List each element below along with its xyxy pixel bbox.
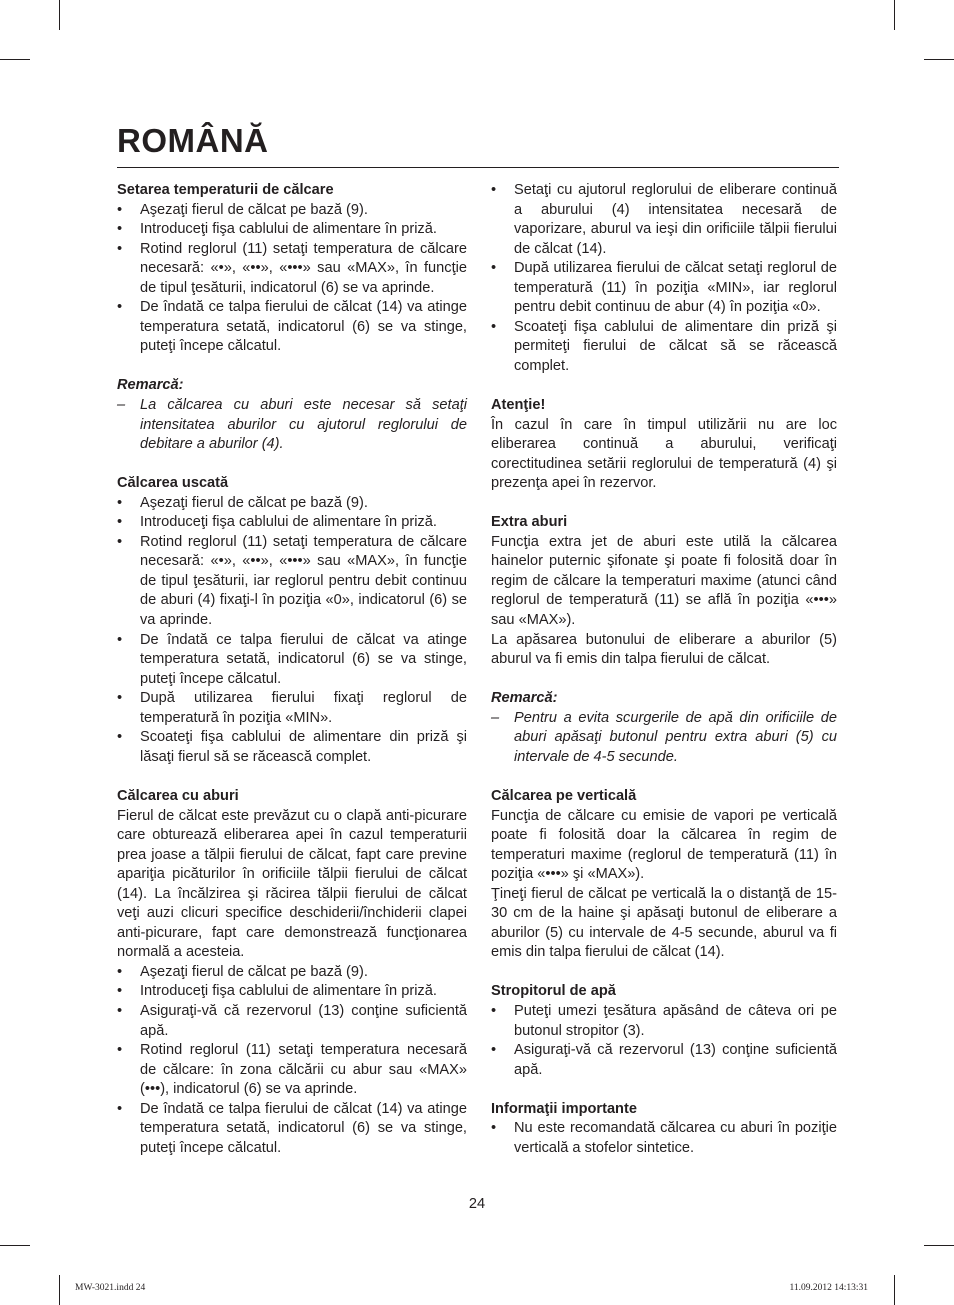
section-heading: Setarea temperaturii de călcare (117, 182, 334, 198)
list-item: • De îndată ce talpa fierului de călcat va atinge temperatura setată, indicatorul (6) se va stinge, puteţi începe călcatul. (117, 631, 467, 690)
list-item: • Rotind reglorul (11) setaţi temperatura de călcare necesară: «•», «••», «•••» sau «MAX», în funcţie de tipul ţesăturii, iar reglorul pentru debit continuu de aburi (4) fixaţi-l în poziţia «0», indicatorul (6) se va aprinde. (117, 533, 467, 631)
page-title: ROMÂNĂ (117, 122, 269, 159)
paragraph: Ţineţi fierul de călcat pe verticală la o distanţă de 15-30 cm de la haine şi apăsaţi butonul de eliberare a aburilor (5) cu intervale de 4-5 secunde, aburul va fi emis din talpa fierului de călcat (14). (491, 885, 837, 961)
list-item: • Setaţi cu ajutorul reglorului de eliberare continuă a aburului (4) intensitatea necesară de vaporizare, aburul va ieşi din orificiile tălpii fierului de călcat (14). (491, 181, 837, 259)
note-heading: Remarcă: (117, 377, 184, 394)
paragraph: Fierul de călcat este prevăzut cu o clapă anti-picurare care obturează eliberarea apei în cazul temperaturii prea joase a tălpii fierului de călcat, fapt care previne apariţia picăturilor în orificiile tălpii fierului de călcat (14). La încălzirea şi răcirea tălpii fierului de călcat veţi auzi clicuri specifice deschiderii/închiderii clapei anti-picurare, fapt care demonstrează funcţionarea normală a acesteia. (117, 807, 467, 961)
section-heading: Călcarea uscată (117, 475, 229, 492)
section-heading: Călcarea pe verticală (491, 787, 637, 804)
footer-file-name: MW-3021.indd 24 (75, 1283, 146, 1293)
list-item: • Introduceţi fişa cablului de alimentare în priză. (117, 513, 467, 533)
page-number: 24 (468, 1196, 486, 1212)
dash-list (117, 396, 467, 455)
list-item: • Aşezaţi fierul de călcat pe bază (9). (117, 201, 467, 221)
list-item: • Aşezaţi fierul de călcat pe bază (9). (117, 963, 467, 983)
list-item: • Introduceţi fişa cablului de alimentare în priză. (117, 982, 467, 1002)
section-calcarea-cu-aburi (117, 787, 467, 1158)
footer-timestamp: 11.09.2012 14:13:31 (789, 1283, 868, 1293)
list-item: • De îndată ce talpa fierului de călcat (14) va atinge temperatura setată, indicatorul (6) se va stinge, puteţi începe călcatul. (117, 1100, 467, 1159)
paragraph: Funcţia extra jet de aburi este utilă la călcarea hainelor puternic şifonate şi poate fi folosită doar în regim de călcare la temperaturi maxime (atunci când reglorul de temperatură (11) se află în poziţia «•••» sau «MAX»). (491, 533, 837, 629)
list-item: • Nu este recomandată călcarea cu aburi în poziţie verticală a stofelor sintetice. (491, 1119, 837, 1158)
list-item: • Scoateţi fişa cablului de alimentare din priză şi lăsaţi fierul să se răcească complet. (117, 728, 467, 767)
title-divider (117, 167, 839, 168)
section-heading: Stropitorul de apă (491, 983, 616, 1000)
section-remarca (117, 376, 467, 454)
list-item: • De îndată ce talpa fierului de călcat (14) va atinge temperatura setată, indicatorul (6) se va stinge, puteţi începe călcatul. (117, 298, 467, 357)
section-calcarea-pe-verticala (491, 787, 837, 963)
paragraph: În cazul în care în timpul utilizării nu are loc eliberarea continuă a aburului, verificaţi corectitudinea setării reglorului de temperatură (4) şi prezenţa apei în rezervor. (491, 416, 837, 492)
list-item: • După utilizarea fierului fixaţi reglorul de temperatură în poziţia «MIN». (117, 689, 467, 728)
list-item: – Pentru a evita scurgerile de apă din orificiile de aburi apăsaţi butonul pentru extra aburi (5) cu intervale de 4-5 secunde. (491, 709, 837, 768)
bullet-list (117, 201, 467, 357)
list-item: • Puteţi umezi ţesătura apăsând de câteva ori pe butonul stropitor (3). (491, 1002, 837, 1041)
right-column (491, 181, 837, 1178)
section-atentie (491, 396, 837, 494)
section-stropitorul (491, 982, 837, 1080)
list-item: • Aşezaţi fierul de călcat pe bază (9). (117, 494, 467, 514)
paragraph: Funcţia de călcare cu emisie de vapori pe verticală poate fi folosită doar la călcarea în regim de temperaturi maxime (reglorul de temperatură (11) în poziţia «•••» şi «MAX»). (491, 807, 837, 883)
list-item: • Introduceţi fişa cablului de alimentare în priză. (117, 220, 467, 240)
list-item: • După utilizarea fierului de călcat setaţi reglorul de temperatură (11) în poziţia «MIN», iar reglorul pentru debit continuu de abur (4) în poziţia «0». (491, 259, 837, 318)
note-heading: Remarcă: (491, 690, 558, 707)
list-item: • Scoateţi fişa cablului de alimentare din priză şi permiteţi fierului de călcat să se răcească complet. (491, 318, 837, 377)
section-remarca (491, 689, 837, 767)
list-item: • Asiguraţi-vă că rezervorul (13) conţine suficientă apă. (491, 1041, 837, 1080)
section-heading: Informaţii importante (491, 1100, 637, 1117)
bullet-list (491, 181, 837, 376)
crop-mark (894, 0, 895, 30)
section-heading: Călcarea cu aburi (117, 787, 239, 804)
section-extra-aburi (491, 513, 837, 669)
list-item: – La călcarea cu aburi este necesar să setaţi intensitatea aburilor cu ajutorul reglorului de debitare a aburilor (4). (117, 396, 467, 455)
list-item: • Rotind reglorul (11) setaţi temperatura de călcare necesară: «•», «••», «•••» sau «MAX», în funcţie de tipul ţesăturii, indicatorul (6) se va aprinde. (117, 240, 467, 299)
crop-mark (894, 1275, 895, 1305)
crop-mark (0, 1245, 30, 1246)
section-heading: Atenţie! (491, 397, 546, 414)
crop-mark (59, 1275, 60, 1305)
bullet-list (117, 494, 467, 768)
section-calcarea-uscata (117, 474, 467, 767)
bullet-list (117, 963, 467, 1158)
crop-mark (59, 0, 60, 30)
crop-mark (924, 59, 954, 60)
section-informatii-importante (491, 1100, 837, 1159)
dash-list (491, 709, 837, 768)
paragraph: La apăsarea butonului de eliberare a aburilor (5) aburul va fi emis din talpa fierului de călcat. (491, 631, 837, 668)
bullet-list (491, 1002, 837, 1080)
bullet-list (491, 1119, 837, 1158)
list-item: • Rotind reglorul (11) setaţi temperatura necesară de călcare: în zona călcării cu abur sau «MAX» (•••), indicatorul (6) se va aprinde. (117, 1041, 467, 1100)
crop-mark (924, 1245, 954, 1246)
crop-mark (0, 59, 30, 60)
list-item: • Asiguraţi-vă că rezervorul (13) conţine suficientă apă. (117, 1002, 467, 1041)
section-setarea (117, 181, 467, 357)
section-heading: Extra aburi (491, 514, 568, 531)
section-continuare (491, 181, 837, 376)
left-column (117, 181, 467, 1178)
